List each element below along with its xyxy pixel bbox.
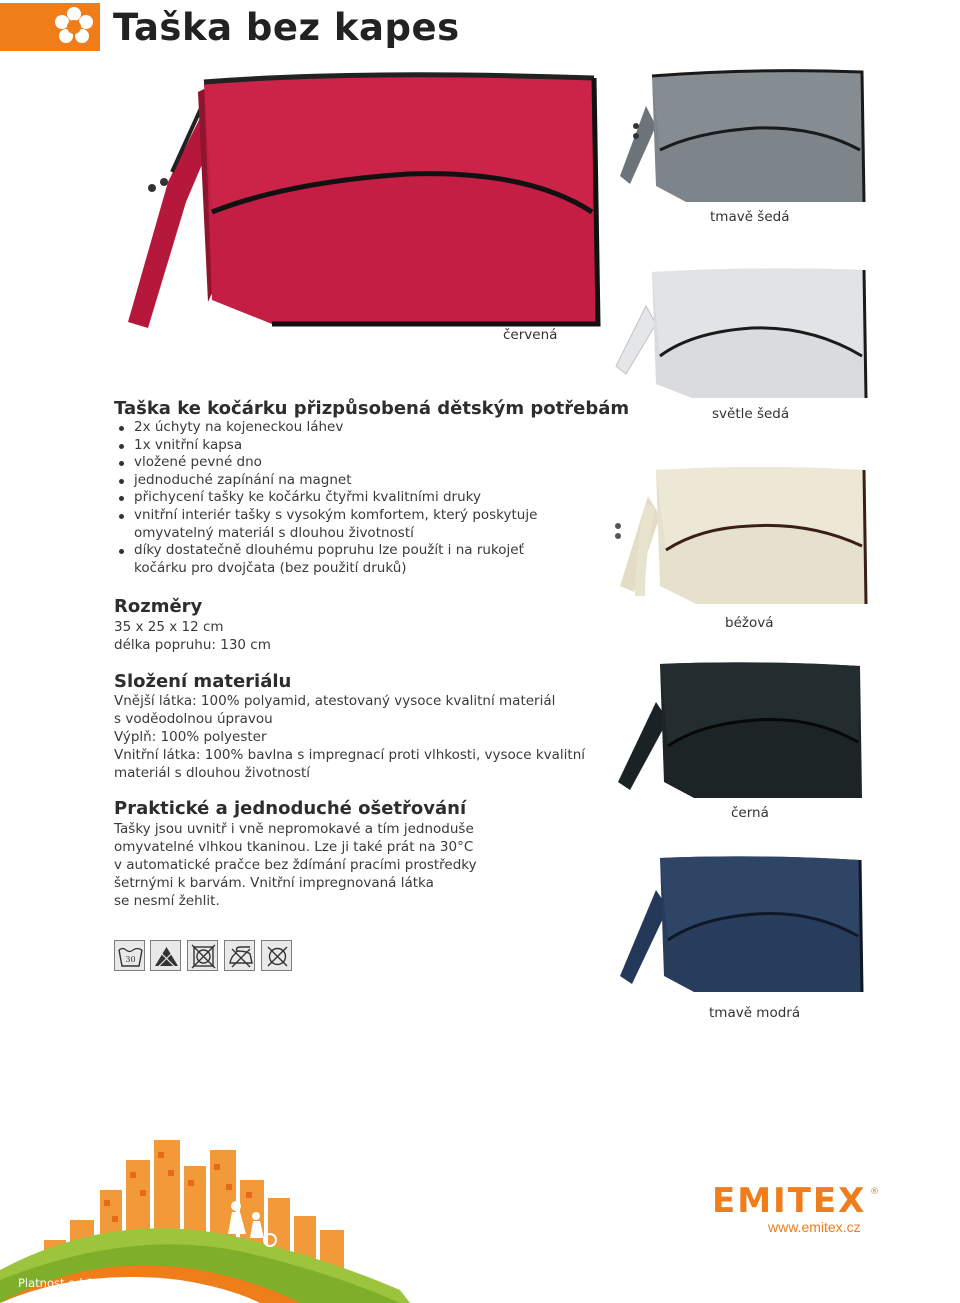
bag-image-light-grey [612, 266, 870, 402]
variant-label-dark-grey: tmavě šedá [710, 209, 790, 225]
no-dry-clean-icon [261, 940, 292, 971]
feature-list [114, 419, 594, 577]
description-heading: Taška ke kočárku přizpůsobená dětským potřebám [114, 398, 630, 419]
feature-item: 1x vnitřní kapsa [114, 437, 594, 455]
variant-label-navy: tmavě modrá [709, 1005, 801, 1021]
variant-label-light-grey: světle šedá [712, 406, 790, 422]
bag-image-black [616, 662, 864, 802]
variant-label-black: černá [731, 805, 769, 821]
material-heading: Složení materiálu [114, 671, 292, 692]
bag-image-navy [616, 856, 864, 996]
svg-text:30: 30 [125, 955, 136, 964]
svg-text:EMITEX: EMITEX [712, 1182, 867, 1218]
care-text: Tašky jsou uvnitř i vně nepromokavé a tím jednoduše omyvatelné vlhkou tkaninou. Lze ji také prát na 30°C v automatické pračce bez ždímání pracími prostředky šetrnými k barvám. Vnitřní impregnovaná látka se nesmí žehlit. [114, 821, 477, 909]
bag-image-dark-grey [616, 66, 868, 206]
feature-item: díky dostatečně dlouhému popruhu lze použít i na rukojeť kočárku pro dvojčata (bez použití druků) [114, 542, 594, 577]
emitex-logo [712, 1182, 882, 1218]
dimensions-text: 35 x 25 x 12 cm délka popruhu: 130 cm [114, 619, 271, 653]
flower-icon [52, 7, 96, 47]
feature-item: jednoduché zapínání na magnet [114, 472, 594, 490]
dimensions-heading: Rozměry [114, 596, 203, 617]
bag-image-beige [610, 466, 870, 608]
variant-label-beige: béžová [725, 615, 774, 631]
care-heading: Praktické a jednoduché ošetřování [114, 798, 467, 819]
svg-text:®: ® [870, 1187, 879, 1197]
feature-item: vložené pevné dno [114, 454, 594, 472]
no-tumble-dry-icon [187, 940, 218, 971]
no-bleach-icon [150, 940, 181, 971]
bag-image-red [108, 62, 604, 334]
no-iron-icon [224, 940, 255, 971]
feature-item: přichycení tašky ke kočárku čtyřmi kvalitními druky [114, 489, 594, 507]
feature-item: vnitřní interiér tašky s vysokým komfortem, který poskytuje omyvatelný materiál s dlouhou životností [114, 507, 594, 542]
validity-note: Platnost od 04/2012 [18, 1276, 134, 1290]
feature-item: 2x úchyty na kojeneckou láhev [114, 419, 594, 437]
material-text: Vnější látka: 100% polyamid, atestovaný vysoce kvalitní materiál s voděodolnou úpravou Výplň: 100% polyester Vnitřní látka: 100% bavlna s impregnací proti vlhkosti, vysoce kvalitní materiál s dlouhou životností [114, 693, 586, 781]
brand-url[interactable]: www.emitex.cz [768, 1219, 861, 1235]
variant-label-red: červená [503, 327, 558, 343]
page-title: Taška bez kapes [113, 6, 460, 49]
wash-30-icon [114, 940, 145, 971]
header-logo-box [0, 3, 100, 51]
